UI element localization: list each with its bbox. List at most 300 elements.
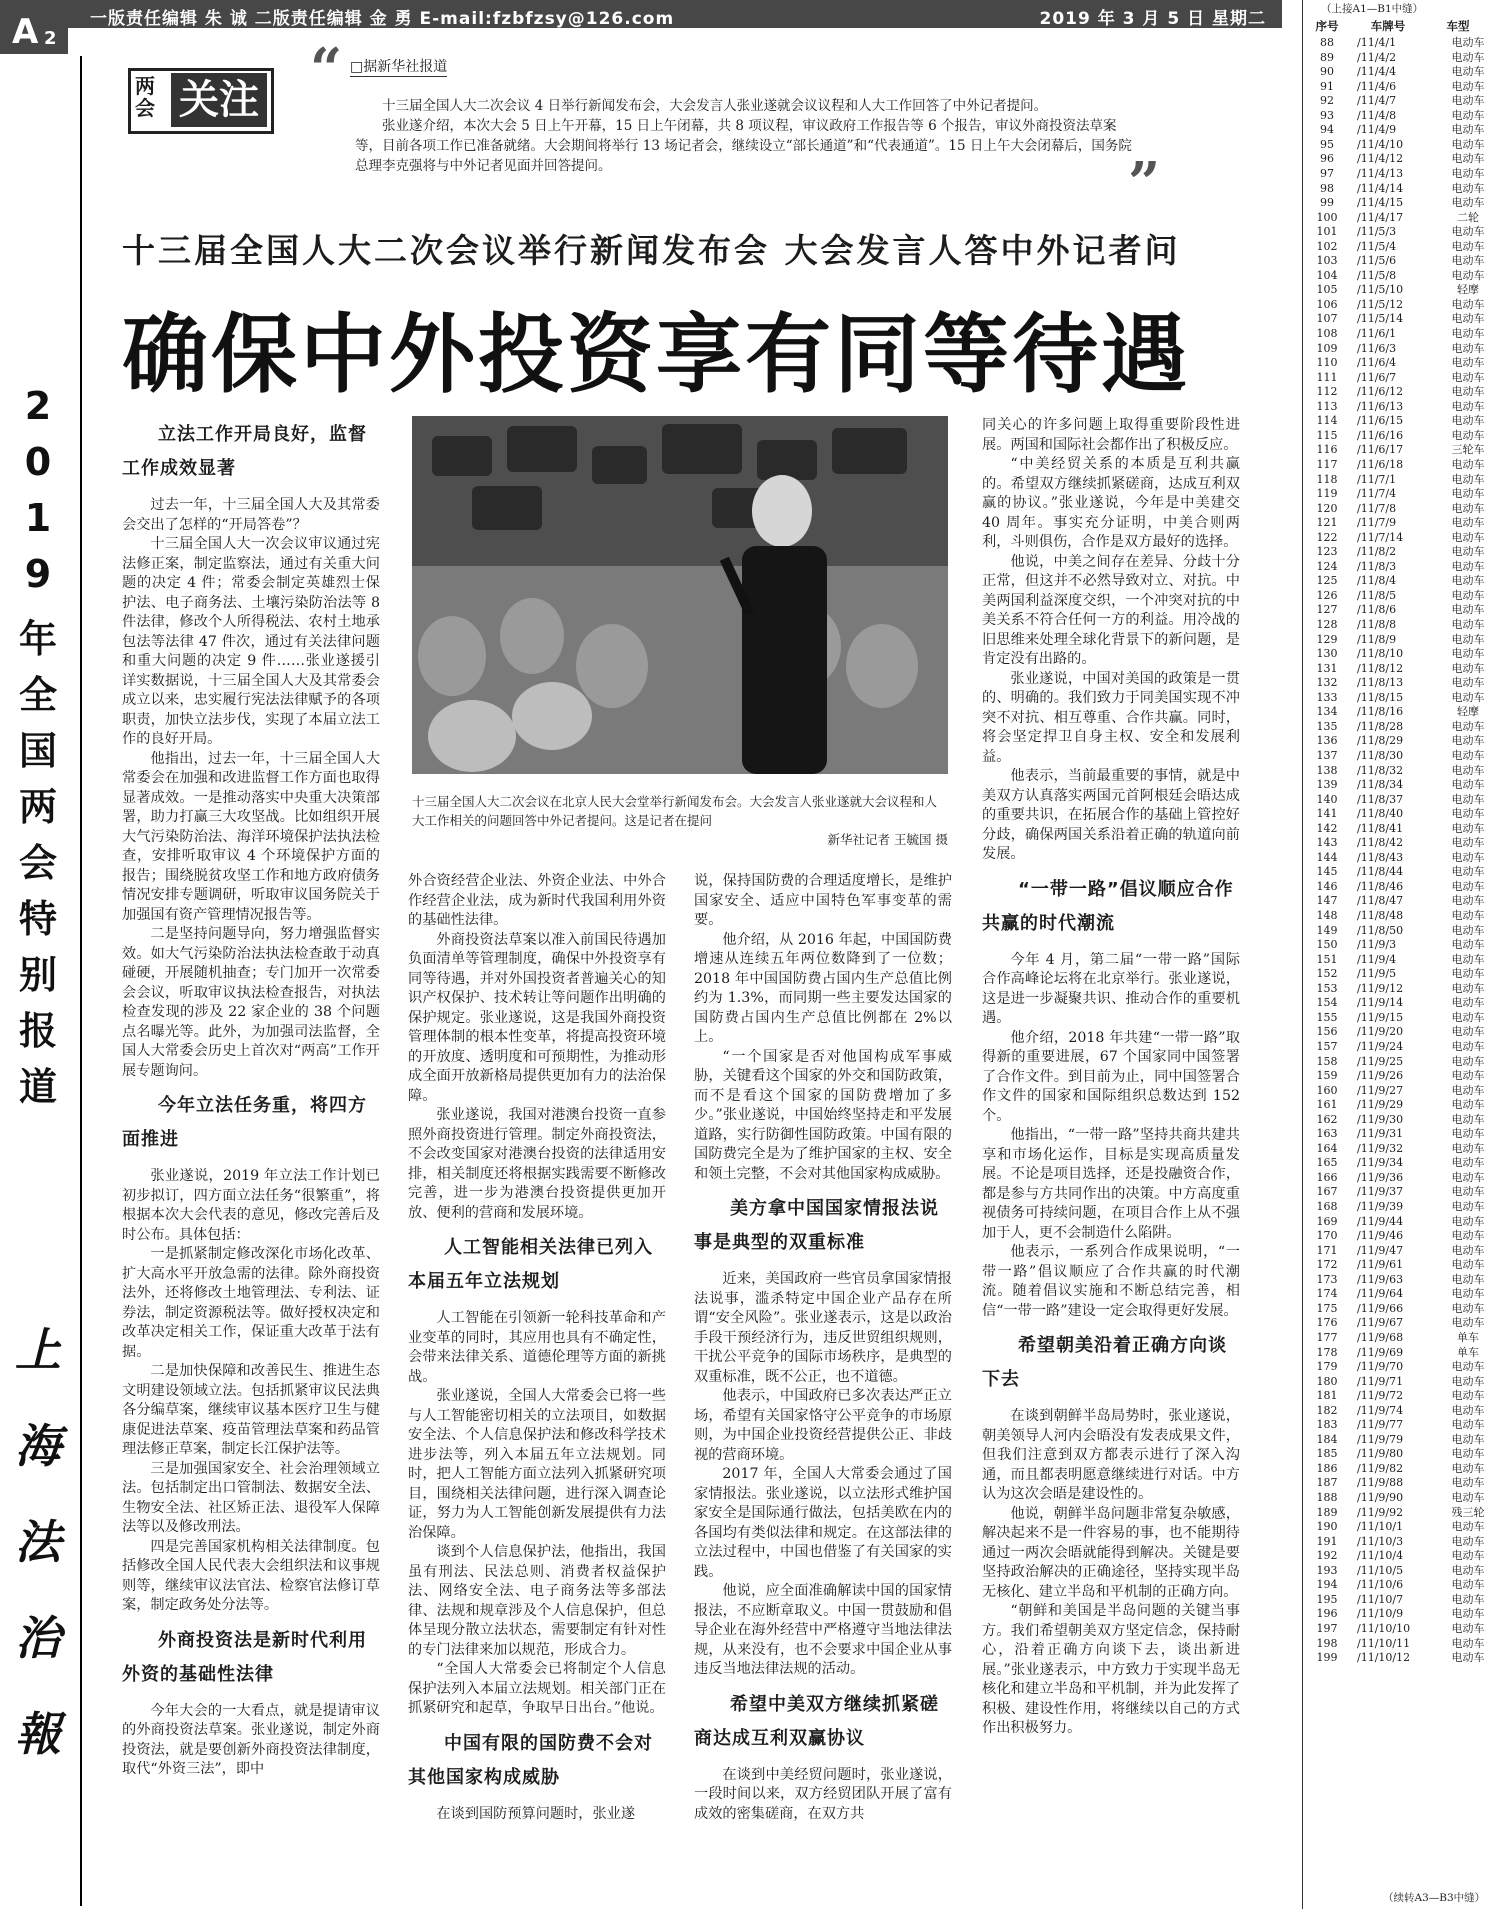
plate-number: /11/9/37: [1357, 1185, 1404, 1199]
article-paragraph: 张业遂说，全国人大常委会已将一些与人工智能密切相关的立法项目，如数据安全法、个人信息保护法和修改科学技术进步法等，列入本届五年立法规划。同时，把人工智能方面立法列入抓紧研究项目，围绕相关法律问题，进行深入调查论证，努力为人工智能创新发展提供有力法治保障。: [408, 1388, 666, 1541]
vehicle-type: 电动车: [1451, 239, 1485, 253]
row-index: 148: [1316, 909, 1338, 922]
plate-number: /11/7/14: [1357, 530, 1404, 544]
table-row: [1307, 705, 1497, 719]
table-row: [1307, 1404, 1497, 1418]
plate-number: /11/8/10: [1357, 647, 1404, 661]
article-paragraph: 说，保持国防费的合理适度增长，是维护国家安全、适应中国特色军事变革的需要。: [694, 873, 952, 928]
vehicle-type: 电动车: [1451, 36, 1485, 49]
open-quote-icon: “: [310, 36, 343, 102]
vehicle-type: 电动车: [1451, 1069, 1485, 1083]
plate-number: /11/9/82: [1357, 1461, 1404, 1475]
plate-number: /11/9/24: [1357, 1039, 1404, 1053]
row-index: 167: [1316, 1185, 1338, 1199]
special-report-char: 会: [18, 841, 57, 885]
vehicle-type: 轻摩: [1457, 705, 1479, 719]
table-row: [1307, 1302, 1497, 1316]
article-paragraph: 外商投资法草案以准入前国民待遇加负面清单等管理制度，确保中外投资享有同等待遇，并对外国投资者普遍关心的知识产权保护、技术转让等问题作出明确的保护规定。张业遂说，这是我国外商投资管理体制的根本性变革，将提高投资环境的开放度、透明度和可预期性，为推动形成全面开放新格局提供更加有力的法治保障。: [408, 931, 666, 1104]
row-index: 176: [1316, 1316, 1338, 1330]
row-index: 120: [1316, 501, 1338, 515]
row-index: 196: [1316, 1607, 1338, 1621]
plate-number: /11/7/9: [1357, 516, 1397, 530]
row-index: 149: [1316, 923, 1338, 937]
row-index: 98: [1320, 181, 1334, 195]
article-paragraph: 二是坚持问题导向，努力增强监督实效。如大气污染防治法执法检查敢于动真碰硬，开展随机抽查；专门加开一次常委会会议，听取审议执法检查报告，对执法检查发现的涉及 22 家企业的 38 个问题点名曝光等。此外，为加强司法监督，全国人大常委会历史上首次对“两高”工作开展专题询问。: [122, 926, 380, 1079]
vehicle-type: 电动车: [1451, 297, 1485, 311]
table-row: [1307, 1549, 1497, 1563]
table-row: [1307, 851, 1497, 865]
table-row: [1307, 734, 1497, 748]
table-row: [1307, 371, 1497, 385]
table-row: [1307, 836, 1497, 850]
newspaper-name-char: 上: [15, 1323, 61, 1377]
special-report-char: 特: [18, 897, 57, 941]
vehicle-type: 电动车: [1451, 385, 1485, 399]
table-row: [1307, 1244, 1497, 1258]
plate-number: /11/9/26: [1357, 1069, 1404, 1083]
article-paragraph: 他说，应全面准确解读中国的国家情报法，不应断章取义。中国一贯鼓励和倡导企业在海外经营中严格遵守当地法律法规，从来没有，也不会要求中国企业从事违反当地法律法规的活动。: [694, 1583, 952, 1677]
table-row: [1307, 676, 1497, 690]
plate-number: /11/9/20: [1357, 1025, 1404, 1039]
vehicle-type: 电动车: [1451, 1563, 1485, 1577]
row-index: 144: [1316, 850, 1338, 864]
plate-number: /11/6/13: [1357, 399, 1404, 413]
article-paragraph: 张业遂说，我国对港澳台投资一直参照外商投资进行管理。制定外商投资法，不会改变国家对港澳台投资的法律适用安排，相关制度还将根据实践需要不断修改完善，进一步为港澳台投资提供更加开放、便利的营商和发展环境。: [408, 1107, 666, 1221]
strip-divider: [80, 56, 82, 1906]
row-index: 194: [1316, 1578, 1338, 1592]
row-index: 122: [1316, 530, 1338, 544]
table-row: [1307, 109, 1497, 123]
row-index: 197: [1316, 1621, 1338, 1635]
plate-number: /11/4/14: [1357, 181, 1404, 195]
table-row: [1307, 473, 1497, 487]
table-row: [1307, 1142, 1497, 1156]
vehicle-type: 电动车: [1451, 1389, 1485, 1403]
table-row: [1307, 167, 1497, 181]
plate-number: /11/8/29: [1357, 734, 1404, 748]
row-index: 143: [1316, 836, 1338, 850]
vehicle-type: 电动车: [1451, 1054, 1485, 1068]
vehicle-type: 电动车: [1451, 1418, 1485, 1432]
plate-number: /11/9/47: [1357, 1243, 1404, 1257]
article-paragraph: “全国人大常委会已将制定个人信息保护法列入本届立法规划。相关部门正在抓紧研究和起草，争取早日出台。”他说。: [408, 1661, 666, 1716]
row-index: 146: [1316, 879, 1338, 893]
row-index: 185: [1316, 1447, 1338, 1461]
row-index: 170: [1316, 1229, 1338, 1243]
table-row: [1307, 633, 1497, 647]
row-index: 140: [1316, 792, 1338, 806]
plate-number: /11/8/48: [1357, 909, 1404, 922]
vehicle-type: 电动车: [1451, 341, 1485, 355]
plate-number: /11/8/37: [1357, 792, 1404, 806]
table-row: [1307, 1491, 1497, 1505]
vehicle-type: 电动车: [1451, 254, 1485, 268]
plate-number: /11/8/9: [1357, 632, 1397, 646]
section-heading: 美方拿中国国家情报法说事是典型的双重标准: [694, 1198, 939, 1253]
row-index: 119: [1316, 487, 1338, 501]
plate-number: /11/9/70: [1357, 1360, 1404, 1374]
plate-number: /11/7/1: [1357, 472, 1397, 486]
plate-number: /11/4/12: [1357, 152, 1404, 166]
row-index: 142: [1316, 821, 1338, 835]
row-index: 107: [1316, 312, 1338, 326]
table-row: [1307, 1447, 1497, 1461]
vehicle-type: 电动车: [1451, 996, 1485, 1010]
vehicle-type: 电动车: [1451, 763, 1485, 777]
vehicle-type: 电动车: [1451, 516, 1485, 530]
plate-number: /11/9/44: [1357, 1214, 1404, 1228]
vehicle-type: 电动车: [1451, 778, 1485, 792]
plate-number: /11/4/17: [1357, 210, 1404, 224]
vehicle-type: 电动车: [1451, 632, 1485, 646]
page-letter: A: [12, 12, 39, 52]
table-row: [1307, 574, 1497, 588]
article-paragraph: 在谈到国防预算问题时，张业遂: [436, 1805, 636, 1822]
plate-number: /11/9/67: [1357, 1316, 1404, 1330]
vehicle-type: 电动车: [1451, 108, 1485, 122]
plate-number: /11/9/72: [1357, 1389, 1404, 1403]
row-index: 178: [1316, 1345, 1338, 1359]
vehicle-type: 电动车: [1451, 734, 1485, 748]
vehicle-type: 电动车: [1451, 1170, 1485, 1184]
vehicle-type: 电动车: [1451, 1112, 1485, 1126]
row-index: 128: [1316, 618, 1338, 631]
vehicle-type: 电动车: [1451, 1549, 1485, 1563]
plate-number: /11/9/68: [1357, 1330, 1404, 1344]
table-row: [1307, 312, 1497, 326]
table-row: [1307, 298, 1497, 312]
table-row: [1307, 138, 1497, 152]
row-index: 192: [1316, 1549, 1338, 1563]
article-paragraph: “朝鲜和美国是半岛问题的关键当事方。我们希望朝美双方坚定信念，保持耐心，沿着正确方向谈下去，谈出新进展。”张业遂表示，中方致力于实现半岛无核化和建立半岛和平机制，并为此发挥了积极、建设性作用，将继续以自己的方式作出积极努力。: [982, 1603, 1240, 1736]
vehicle-type: 电动车: [1451, 1592, 1485, 1606]
vehicle-type: 电动车: [1451, 545, 1485, 559]
article-headline: 确保中外投资享有同等待遇: [122, 305, 1190, 405]
row-index: 171: [1316, 1243, 1338, 1257]
table-header-row: [1307, 18, 1497, 34]
table-row: [1307, 1389, 1497, 1403]
vehicle-type: 电动车: [1451, 618, 1485, 631]
vehicle-type: 电动车: [1451, 1491, 1485, 1504]
article-paragraph: 他表示，当前最重要的事情，就是中美双方认真落实两国元首阿根廷会晤达成的重要共识，在拓展合作的基础上管控好分歧，确保两国关系沿着正确的轨道向前发展。: [982, 768, 1240, 862]
plate-number: /11/6/17: [1357, 443, 1404, 457]
article-paragraph: 他表示，中国政府已多次表达严正立场，希望有关国家恪守公平竞争的市场原则，为中国企业投资经营提供公正、非歧视的营商环境。: [694, 1388, 952, 1463]
table-row: [1307, 1578, 1497, 1592]
plate-number: /11/9/88: [1357, 1476, 1404, 1490]
vehicle-type: 电动车: [1451, 1185, 1485, 1199]
special-report-char: 别: [18, 953, 57, 997]
article-paragraph: 张业遂说，2019 年立法工作计划已初步拟订，四方面立法任务“很繁重”，将根据本次大会代表的意见，修改完善后及时公布。具体包括：: [122, 1168, 380, 1243]
vehicle-type: 电动车: [1451, 967, 1485, 981]
row-index: 165: [1316, 1156, 1338, 1170]
plate-number: /11/4/1: [1357, 36, 1397, 49]
table-row: [1307, 603, 1497, 617]
table-row: [1307, 807, 1497, 821]
row-index: 168: [1316, 1200, 1338, 1213]
row-index: 164: [1316, 1141, 1338, 1155]
plate-number: /11/8/47: [1357, 894, 1404, 908]
plate-number: /11/8/32: [1357, 763, 1404, 777]
table-row: [1307, 502, 1497, 516]
article-paragraph: 一是抓紧制定修改深化市场化改革、扩大高水平开放急需的法律。除外商投资法外，还将修改土地管理法、专利法、证券法，制定资源税法等。做好授权决定和改革决定相关工作，保证重大改革于法有据。: [122, 1246, 380, 1360]
plate-number: /11/5/10: [1357, 283, 1404, 297]
section-heading: 今年立法任务重，将四方面推进: [122, 1095, 367, 1150]
special-report-char: 0: [24, 440, 52, 484]
close-quote-icon: ”: [1128, 150, 1161, 216]
article-paragraph: 今年大会的一大看点，就是提请审议的外商投资法草案。张业遂说，制定外商投资法，就是要创新外商投资法律制度，取代“外资三法”，即中: [122, 1702, 380, 1777]
row-index: 163: [1316, 1127, 1338, 1141]
section-logo: [128, 68, 274, 134]
article-paragraph: 过去一年，十三届全国人大及其常委会交出了怎样的“开局答卷”？: [122, 497, 380, 533]
table-row: [1307, 1564, 1497, 1578]
table-row: [1307, 1360, 1497, 1374]
plate-number: /11/8/46: [1357, 879, 1404, 893]
plate-number: /11/4/4: [1357, 65, 1397, 79]
table-row: [1307, 254, 1497, 268]
plate-number: /11/8/50: [1357, 923, 1404, 937]
row-index: 106: [1316, 297, 1338, 311]
vehicle-type: 电动车: [1451, 647, 1485, 661]
column-header-plate: 车牌号: [1370, 19, 1406, 33]
plate-number: /11/8/13: [1357, 676, 1404, 690]
table-row: [1307, 662, 1497, 676]
plate-number: /11/9/77: [1357, 1418, 1404, 1432]
vehicle-type: 电动车: [1451, 123, 1485, 137]
plate-number: /11/5/8: [1357, 268, 1397, 282]
vehicle-type: 电动车: [1451, 719, 1485, 733]
row-index: 132: [1316, 676, 1338, 690]
special-report-strip: [0, 54, 76, 1909]
plate-number: /11/9/34: [1357, 1156, 1404, 1170]
table-row: [1307, 1622, 1497, 1636]
table-row: [1307, 618, 1497, 632]
row-index: 116: [1316, 443, 1338, 457]
table-row: [1307, 1433, 1497, 1447]
vehicle-type: 电动车: [1451, 1607, 1485, 1621]
plate-number: /11/6/12: [1357, 385, 1404, 399]
vehicle-type: 电动车: [1451, 428, 1485, 442]
table-row: [1307, 152, 1497, 166]
table-row: [1307, 240, 1497, 254]
vehicle-type: 电动车: [1451, 327, 1485, 340]
plate-number: /11/6/3: [1357, 341, 1397, 355]
plate-number: /11/9/25: [1357, 1054, 1404, 1068]
article-paragraph: 他介绍，从 2016 年起，中国国防费增速从连续五年两位数降到了一位数；2018 年中国国防费占国内生产总值比例约为 1.3%，而同期一些主要发达国家的国防费占国内生产总值比例都在 2%以上。: [694, 931, 952, 1045]
plate-number: /11/8/28: [1357, 719, 1404, 733]
table-row: [1307, 516, 1497, 530]
row-index: 157: [1316, 1039, 1338, 1053]
article-paragraph: 他说，朝鲜半岛问题非常复杂敏感，解决起来不是一件容易的事，也不能期待通过一两次会晤就能得到解决。关键是要坚持政治解决的正确途径，坚持实现半岛无核化、建立半岛和平机制的正确方向。: [982, 1505, 1240, 1600]
row-index: 103: [1316, 254, 1338, 268]
vehicle-type: 二轮: [1457, 210, 1479, 224]
row-index: 91: [1320, 79, 1334, 93]
row-index: 195: [1316, 1592, 1338, 1606]
article-paragraph: 他说，中美之间存在差异、分歧十分正常，但这并不必然导致对立、对抗。中美两国利益深度交织，一个冲突对抗的中美关系不符合任何一方的利益。用冷战的旧思维来处理全球化背景下的新问题，是肯定没有出路的。: [982, 553, 1240, 667]
table-row: [1307, 1011, 1497, 1025]
plate-number: /11/10/9: [1357, 1607, 1404, 1621]
table-row: [1307, 749, 1497, 763]
plate-number: /11/10/4: [1357, 1549, 1404, 1563]
table-row: [1307, 720, 1497, 734]
vehicle-type: 电动车: [1451, 1360, 1485, 1374]
caption-text: 十三届全国人大二次会议在北京人民大会堂举行新闻发布会。大会发言人张业遂就大会议程和人大工作相关的问题回答中外记者提问。这是记者在提问: [412, 794, 938, 828]
article-paragraph: 同关心的许多问题上取得重要阶段性进展。两国和国际社会都作出了积极反应。: [982, 417, 1240, 453]
row-index: 94: [1320, 123, 1334, 137]
row-index: 90: [1320, 65, 1334, 79]
article-paragraph: 他指出，“一带一路”坚持共商共建共享和市场化运作，目标是实现高质量发展。不论是项目选择，还是投融资合作，都是参与方共同作出的决策。中方高度重视债务可持续问题，在项目合作上从不强加于人，更不会制造什么陷阱。: [982, 1127, 1240, 1241]
table-row: [1307, 1084, 1497, 1098]
table-row: [1307, 924, 1497, 938]
table-row: [1307, 1506, 1497, 1520]
vehicle-type: 电动车: [1451, 1534, 1485, 1548]
table-row: [1307, 1462, 1497, 1476]
row-index: 129: [1316, 632, 1338, 646]
newspaper-name-char: 法: [15, 1515, 61, 1569]
table-row: [1307, 938, 1497, 952]
table-row: [1307, 196, 1497, 210]
table-row: [1307, 778, 1497, 792]
table-row: [1307, 1418, 1497, 1432]
vehicle-type: 电动车: [1451, 1083, 1485, 1097]
row-index: 131: [1316, 661, 1338, 675]
row-index: 187: [1316, 1476, 1338, 1490]
plate-number: /11/9/71: [1357, 1374, 1404, 1388]
vehicle-type: 电动车: [1451, 166, 1485, 180]
table-row: [1307, 1593, 1497, 1607]
plate-number: /11/8/43: [1357, 850, 1404, 864]
table-row: [1307, 865, 1497, 879]
row-index: 136: [1316, 734, 1338, 748]
row-index: 173: [1316, 1272, 1338, 1286]
plate-number: /11/9/32: [1357, 1141, 1404, 1155]
vehicle-type: 电动车: [1451, 603, 1485, 617]
row-index: 161: [1316, 1098, 1338, 1112]
row-index: 183: [1316, 1418, 1338, 1432]
table-row: [1307, 1185, 1497, 1199]
row-index: 109: [1316, 341, 1338, 355]
vehicle-type: 电动车: [1451, 690, 1485, 704]
photo-caption: [412, 792, 948, 849]
plate-number: /11/8/4: [1357, 574, 1397, 588]
plate-number: /11/8/12: [1357, 661, 1404, 675]
article-subtitle: 十三届全国人大二次会议举行新闻发布会 大会发言人答中外记者问: [122, 231, 1181, 270]
table-row: [1307, 1258, 1497, 1272]
row-index: 101: [1316, 225, 1338, 239]
row-index: 126: [1316, 588, 1338, 602]
table-row: [1307, 531, 1497, 545]
photo-credit: 新华社记者 王毓国 摄: [827, 832, 948, 847]
table-row: [1307, 400, 1497, 414]
vehicle-type: 电动车: [1451, 1476, 1485, 1490]
row-index: 137: [1316, 748, 1338, 762]
article-paragraph: 他表示，一系列合作成果说明，“一带一路”倡议顺应了合作共赢的时代潮流。随着倡议实施和不断总结完善，相信“一带一路”建设一定会取得更好发展。: [982, 1244, 1240, 1319]
vehicle-type: 电动车: [1451, 1258, 1485, 1272]
vehicle-type: 电动车: [1451, 1374, 1485, 1388]
article-paragraph: 十三届全国人大一次会议审议通过宪法修正案，制定监察法，通过有关重大问题的决定 4 件；常委会制定英雄烈士保护法、电子商务法、土壤污染防治法等 8 件法律，修改个人所得税法、农村土地承包法等法律 47 件次，通过有关法律问题和重大问题的决定 9 件……张业遂援引详实数据说，十三届全国人大及其常委会成立以来，忠实履行宪法法律赋予的各项职责，加快立法步伐，实现了本届立法工作的良好开局。: [122, 536, 380, 747]
table-row: [1307, 429, 1497, 443]
vehicle-type: 电动车: [1451, 1636, 1485, 1650]
plate-number: /11/10/1: [1357, 1520, 1404, 1534]
plate-number: /11/4/2: [1357, 50, 1397, 64]
section-heading: 希望中美双方继续抓紧磋商达成互利双赢协议: [694, 1693, 939, 1749]
row-index: 93: [1320, 108, 1334, 122]
row-index: 198: [1316, 1636, 1338, 1650]
table-row: [1307, 1535, 1497, 1549]
vehicle-type: 电动车: [1451, 137, 1485, 151]
row-index: 160: [1316, 1083, 1338, 1097]
vehicle-type: 电动车: [1451, 50, 1485, 64]
vehicle-type: 三轮车: [1451, 443, 1485, 457]
plate-number: /11/9/15: [1357, 1010, 1404, 1024]
vehicle-type: 电动车: [1451, 865, 1485, 879]
vehicle-type: 电动车: [1451, 1214, 1485, 1228]
table-row: [1307, 211, 1497, 225]
table-row: [1307, 414, 1497, 428]
table-row: [1307, 1331, 1497, 1345]
table-row: [1307, 342, 1497, 356]
special-report-char: 两: [18, 785, 57, 829]
plate-number: /11/4/7: [1357, 94, 1397, 108]
table-row: [1307, 1229, 1497, 1243]
row-index: 97: [1320, 166, 1334, 180]
photo-illustration: [412, 416, 948, 774]
plate-number: /11/9/66: [1357, 1301, 1404, 1315]
plate-number: /11/10/10: [1357, 1621, 1411, 1635]
vehicle-type: 电动车: [1451, 807, 1485, 821]
plate-number: /11/6/1: [1357, 327, 1397, 340]
special-report-char: 报: [18, 1009, 57, 1053]
plate-number: /11/8/16: [1357, 705, 1404, 719]
table-row: [1307, 953, 1497, 967]
table-row: [1307, 356, 1497, 370]
article-paragraph: 二是加快保障和改善民生、推进生态文明建设领域立法。包括抓紧审议民法典各分编草案，继续审议基本医疗卫生与健康促进法草案、疫苗管理法草案和药品管理法修正草案，制定长江保护法等。: [122, 1363, 380, 1457]
plate-number: /11/5/12: [1357, 297, 1404, 311]
article-paragraph: 今年 4 月，第二届“一带一路”国际合作高峰论坛将在北京举行。张业遂说，这是进一步凝聚共识、推动合作的重要机遇。: [982, 951, 1240, 1026]
table-row: [1307, 1520, 1497, 1534]
plate-number: /11/10/11: [1357, 1636, 1411, 1650]
vehicle-type: 电动车: [1451, 370, 1485, 384]
plate-number: /11/8/30: [1357, 748, 1404, 762]
row-index: 190: [1316, 1520, 1338, 1534]
vehicle-type: 电动车: [1451, 1578, 1485, 1592]
table-row: [1307, 36, 1497, 50]
plate-number: /11/4/15: [1357, 196, 1404, 210]
plate-number: /11/8/41: [1357, 821, 1404, 835]
row-index: 177: [1316, 1330, 1338, 1344]
article-paragraph: 四是完善国家机构相关法律制度。包括修改全国人民代表大会组织法和议事规则等，继续审议法官法、检察官法修订草案，制定政务处分法等。: [122, 1538, 380, 1613]
table-row: [1307, 545, 1497, 559]
row-index: 182: [1316, 1403, 1338, 1417]
plate-number: /11/8/2: [1357, 545, 1397, 559]
plate-number: /11/8/6: [1357, 603, 1397, 617]
vehicle-type: 电动车: [1451, 1520, 1485, 1534]
plate-number: /11/8/34: [1357, 778, 1404, 792]
page-header-bar: [0, 0, 1282, 28]
plate-number: /11/9/31: [1357, 1127, 1404, 1141]
row-index: 189: [1316, 1505, 1338, 1519]
vehicle-type: 电动车: [1451, 94, 1485, 108]
vehicle-type: 电动车: [1451, 268, 1485, 282]
vehicle-type: 电动车: [1451, 312, 1485, 326]
vehicle-type: 电动车: [1451, 487, 1485, 501]
row-index: 100: [1316, 210, 1338, 224]
plate-number: /11/4/13: [1357, 166, 1404, 180]
row-index: 139: [1316, 778, 1338, 792]
section-heading: 人工智能相关法律已列入本届五年立法规划: [408, 1237, 653, 1292]
table-row: [1307, 94, 1497, 108]
plate-number: /11/8/44: [1357, 865, 1404, 879]
vehicle-type: 电动车: [1451, 923, 1485, 937]
